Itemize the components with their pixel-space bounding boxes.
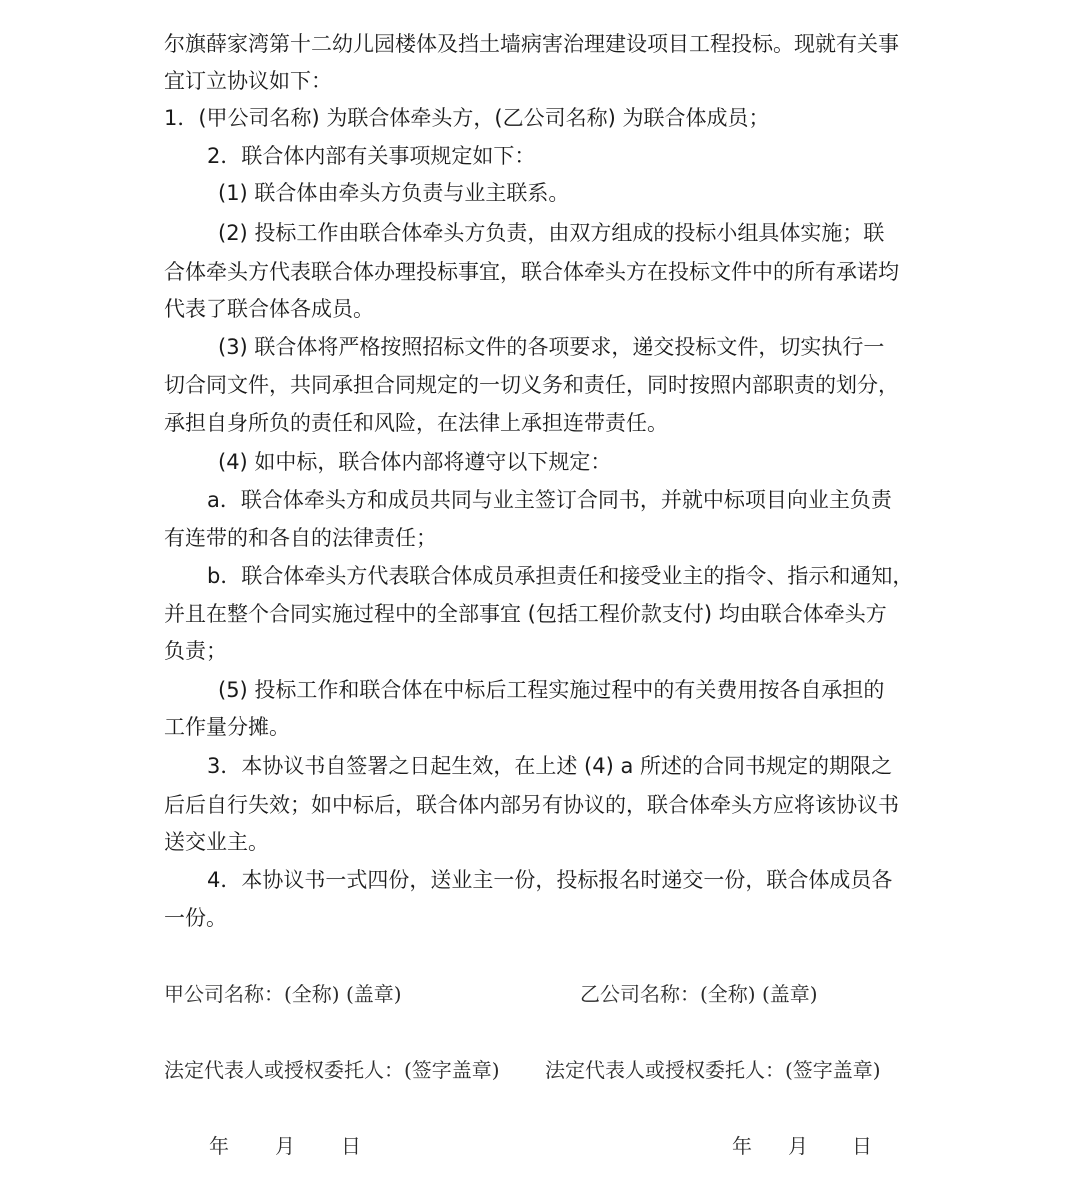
body-line: 1．(甲公司名称) 为联合体牵头方，(乙公司名称) 为联合体成员； xyxy=(164,106,770,130)
body-line: (2) 投标工作由联合体牵头方负责，由双方组成的投标小组具体实施；联 xyxy=(218,221,885,245)
body-line: 送交业主。 xyxy=(164,830,269,854)
body-line: b．联合体牵头方代表联合体成员承担责任和接受业主的指令、指示和通知， xyxy=(207,564,914,588)
body-line: 负责； xyxy=(164,639,227,663)
body-line: 后后自行失效；如中标后，联合体内部另有协议的，联合体牵头方应将该协议书 xyxy=(164,793,899,817)
party-a-date-year: 年 xyxy=(209,1134,229,1158)
body-line: 切合同文件，共同承担合同规定的一切义务和责任，同时按照内部职责的划分， xyxy=(164,373,899,397)
party-b-date-month: 月 xyxy=(788,1134,808,1158)
party-a-rep-label: 法定代表人或授权委托人：(签字盖章) xyxy=(164,1058,500,1082)
body-line: 宜订立协议如下： xyxy=(164,69,332,93)
party-b-name-label: 乙公司名称：(全称) (盖章) xyxy=(580,982,818,1006)
body-line: a．联合体牵头方和成员共同与业主签订合同书，并就中标项目向业主负责 xyxy=(207,488,892,512)
body-line: 有连带的和各自的法律责任； xyxy=(164,526,437,550)
party-b-date-year: 年 xyxy=(732,1134,752,1158)
body-line: (3) 联合体将严格按照招标文件的各项要求，递交投标文件，切实执行一 xyxy=(218,335,885,359)
body-line: (1) 联合体由牵头方负责与业主联系。 xyxy=(218,181,570,205)
body-line: (4) 如中标，联合体内部将遵守以下规定： xyxy=(218,450,612,474)
body-line: 代表了联合体各成员。 xyxy=(164,297,374,321)
body-line: 4．本协议书一式四份，送业主一份，投标报名时递交一份，联合体成员各 xyxy=(207,868,893,892)
body-line: 一份。 xyxy=(164,906,227,930)
party-a-name-label: 甲公司名称：(全称) (盖章) xyxy=(164,982,402,1006)
body-line: (5) 投标工作和联合体在中标后工程实施过程中的有关费用按各自承担的 xyxy=(218,678,885,702)
body-line: 2．联合体内部有关事项规定如下： xyxy=(207,144,536,168)
body-line: 承担自身所负的责任和风险，在法律上承担连带责任。 xyxy=(164,411,668,435)
party-b-date-day: 日 xyxy=(852,1134,872,1158)
party-a-date-day: 日 xyxy=(341,1134,361,1158)
body-line: 尔旗薛家湾第十二幼儿园楼体及挡土墙病害治理建设项目工程投标。现就有关事 xyxy=(164,32,899,56)
party-b-rep-label: 法定代表人或授权委托人：(签字盖章) xyxy=(545,1058,881,1082)
party-a-date-month: 月 xyxy=(275,1134,295,1158)
body-line: 并且在整个合同实施过程中的全部事宜 (包括工程价款支付) 均由联合体牵头方 xyxy=(164,602,887,626)
body-line: 3．本协议书自签署之日起生效，在上述 (4) a 所述的合同书规定的期限之 xyxy=(207,754,892,778)
body-line: 工作量分摊。 xyxy=(164,715,290,739)
body-line: 合体牵头方代表联合体办理投标事宜，联合体牵头方在投标文件中的所有承诺均 xyxy=(164,260,899,284)
